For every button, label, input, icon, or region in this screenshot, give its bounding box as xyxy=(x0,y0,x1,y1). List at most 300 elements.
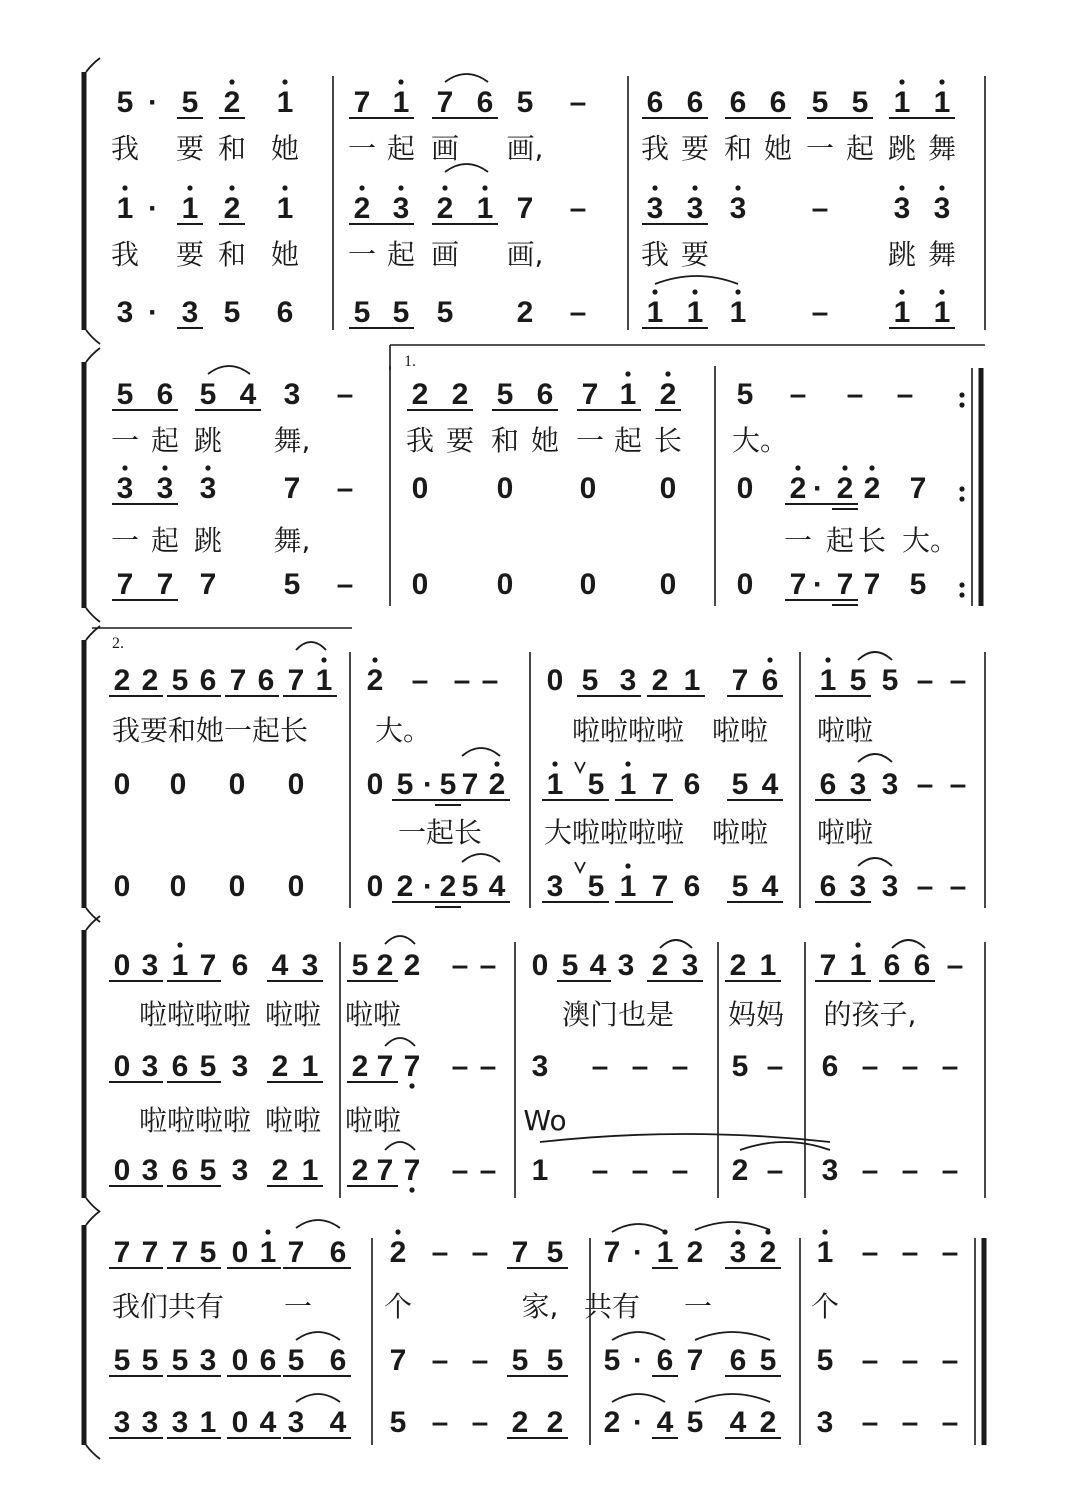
note: 7 xyxy=(116,568,134,601)
breath-mark xyxy=(575,762,585,772)
note: 5 xyxy=(731,1050,749,1083)
octave-dot xyxy=(409,1187,414,1192)
lyric: 啦啦 xyxy=(264,998,322,1031)
lyric: 的孩子, xyxy=(823,998,917,1031)
note: 0 xyxy=(411,568,429,601)
octave-dot xyxy=(665,371,670,376)
slur xyxy=(612,1394,665,1402)
note: 6 xyxy=(259,1344,277,1377)
note: 7 xyxy=(287,1236,305,1269)
volta-label: 1. xyxy=(404,353,416,370)
note: 5 xyxy=(816,1344,834,1377)
bracket-hook xyxy=(86,608,100,622)
note: 2 xyxy=(411,378,429,411)
note: 2 xyxy=(271,1050,289,1083)
dash: – xyxy=(949,768,967,801)
note: 0 xyxy=(736,472,754,505)
lyric: 和 xyxy=(217,238,247,271)
note: 6 xyxy=(171,1154,189,1187)
note: 1 xyxy=(276,192,294,225)
octave-dot xyxy=(177,942,182,947)
octave-dot xyxy=(735,1229,740,1234)
octave-dot xyxy=(625,371,630,376)
note: 2 xyxy=(436,192,454,225)
octave-dot xyxy=(162,465,167,470)
note: 3 xyxy=(231,1050,249,1083)
note: 2 xyxy=(651,664,669,697)
note: 0 xyxy=(579,568,597,601)
bracket-hook xyxy=(86,348,100,362)
lyric: 起 xyxy=(150,424,180,457)
lyric: 啦啦啦啦 xyxy=(138,1104,252,1137)
note: 7 xyxy=(376,1154,394,1187)
note: 0 xyxy=(113,949,131,982)
note: 5 xyxy=(116,378,134,411)
note: 5 xyxy=(199,1050,217,1083)
dash: – xyxy=(949,664,967,697)
octave-dot xyxy=(959,582,964,587)
dash: – xyxy=(671,1154,689,1187)
note: 6 xyxy=(329,1236,347,1269)
note: 6 xyxy=(819,870,837,903)
octave-dot xyxy=(625,863,630,868)
lyric: 啦啦啦啦 xyxy=(571,714,685,747)
lyric: 她 xyxy=(763,132,793,165)
octave-dot xyxy=(625,761,630,766)
slur xyxy=(462,748,500,756)
note: 7 xyxy=(389,1344,407,1377)
lyric: 我们共有 xyxy=(111,1290,225,1323)
note: 7 xyxy=(141,1236,159,1269)
note: 0 xyxy=(113,768,131,801)
note: 5 xyxy=(546,1344,564,1377)
slur xyxy=(208,366,250,374)
dash: – xyxy=(591,1050,609,1083)
note: 6 xyxy=(729,86,747,119)
note: 3 xyxy=(546,870,564,903)
note: 5 xyxy=(909,568,927,601)
note: 7 xyxy=(789,568,807,601)
note: 0 xyxy=(287,768,305,801)
note: 5 xyxy=(461,870,479,903)
note: 6 xyxy=(729,1344,747,1377)
note: 5 xyxy=(587,870,605,903)
volta-label: 2. xyxy=(112,635,124,652)
dash: – xyxy=(336,378,354,411)
note: 7 xyxy=(199,949,217,982)
slur xyxy=(858,858,892,866)
lyric: 起 xyxy=(386,132,416,165)
lyric: 啦啦 xyxy=(816,816,874,849)
note: 5 xyxy=(283,568,301,601)
lyric: 起 xyxy=(150,524,180,557)
dash: – xyxy=(471,1236,489,1269)
note: 0 xyxy=(546,664,564,697)
slur xyxy=(296,642,326,650)
dash: – xyxy=(946,949,964,982)
note: 4 xyxy=(259,1406,277,1439)
octave-dot xyxy=(899,185,904,190)
lyric: 我 xyxy=(640,238,670,271)
note: 5 xyxy=(811,86,829,119)
note: 2 xyxy=(729,949,747,982)
note: 1 xyxy=(686,296,704,329)
lyric: 长 xyxy=(857,524,887,557)
dash: – xyxy=(861,1154,879,1187)
dash: – xyxy=(431,1406,449,1439)
slur xyxy=(740,1142,830,1150)
dot-note: · xyxy=(423,870,433,903)
note: 7 xyxy=(287,664,305,697)
lyric: 啦啦 xyxy=(711,714,769,747)
octave-dot xyxy=(229,79,234,84)
dash: – xyxy=(941,1344,959,1377)
slur xyxy=(385,1038,415,1046)
dash: – xyxy=(569,296,587,329)
octave-dot xyxy=(372,657,377,662)
note: 3 xyxy=(231,1154,249,1187)
note: 2 xyxy=(223,192,241,225)
octave-dot xyxy=(652,185,657,190)
dash: – xyxy=(481,664,499,697)
lyric: 要 xyxy=(175,132,205,165)
note: 5 xyxy=(496,378,514,411)
dash: – xyxy=(431,1236,449,1269)
note: 5 xyxy=(199,1154,217,1187)
octave-dot xyxy=(265,1229,270,1234)
dash: – xyxy=(336,472,354,505)
note: 0 xyxy=(579,472,597,505)
note: 7 xyxy=(516,192,534,225)
note: 6 xyxy=(686,86,704,119)
lyric: 起 xyxy=(825,524,855,557)
note: 6 xyxy=(761,664,779,697)
note: 3 xyxy=(287,1406,305,1439)
lyric: 起 xyxy=(386,238,416,271)
note: 5 xyxy=(436,296,454,329)
lyric: 一 xyxy=(805,132,835,165)
octave-dot xyxy=(959,496,964,501)
lyric: 一 xyxy=(575,424,605,457)
note: 7 xyxy=(436,86,454,119)
lyric: 长 xyxy=(653,424,683,457)
slur xyxy=(296,1220,340,1228)
slur xyxy=(660,940,692,948)
note: 3 xyxy=(617,949,635,982)
octave-dot xyxy=(229,185,234,190)
note: 5 xyxy=(516,86,534,119)
note: 2 xyxy=(141,664,159,697)
note: 3 xyxy=(181,296,199,329)
note: 7 xyxy=(229,664,247,697)
note: 1 xyxy=(619,768,637,801)
note: 7 xyxy=(651,768,669,801)
lyric: 她 xyxy=(270,132,300,165)
note: 2 xyxy=(113,664,131,697)
octave-dot xyxy=(899,289,904,294)
note: 2 xyxy=(353,192,371,225)
note: 1 xyxy=(819,664,837,697)
octave-dot xyxy=(398,79,403,84)
slur xyxy=(655,276,738,284)
dash: – xyxy=(941,1050,959,1083)
note: 1 xyxy=(729,296,747,329)
octave-dot xyxy=(552,761,557,766)
note: 1 xyxy=(893,296,911,329)
slur xyxy=(385,1142,415,1150)
note: 2 xyxy=(376,949,394,982)
note: 7 xyxy=(819,949,837,982)
lyric: 我 xyxy=(405,424,435,457)
bracket-hook xyxy=(86,330,100,344)
slur xyxy=(858,754,892,762)
lyric: 个 xyxy=(383,1290,413,1323)
note: 3 xyxy=(116,296,134,329)
octave-dot xyxy=(899,79,904,84)
note: 1 xyxy=(171,949,189,982)
note: 5 xyxy=(116,86,134,119)
octave-dot xyxy=(122,185,127,190)
octave-dot xyxy=(939,79,944,84)
note: 3 xyxy=(141,1050,159,1083)
dot-note: · xyxy=(813,568,823,601)
note: 6 xyxy=(156,378,174,411)
lyric: 一 xyxy=(110,524,140,557)
lyric: 澳门也是 xyxy=(561,998,675,1031)
lyric: 跳 xyxy=(887,132,917,165)
note: 6 xyxy=(683,870,701,903)
note: 3 xyxy=(849,870,867,903)
note: 0 xyxy=(231,1406,249,1439)
note: 2 xyxy=(366,664,384,697)
lyric: 一 xyxy=(347,132,377,165)
slur xyxy=(892,940,925,948)
note: 5 xyxy=(389,1406,407,1439)
octave-dot xyxy=(959,592,964,597)
lyric: Wo xyxy=(523,1104,567,1137)
note: 1 xyxy=(619,378,637,411)
dash: – xyxy=(789,378,807,411)
note: 7 xyxy=(863,568,881,601)
lyric: 啦啦 xyxy=(264,1104,322,1137)
note: 0 xyxy=(659,472,677,505)
note: 5 xyxy=(546,1236,564,1269)
lyric: 我 xyxy=(110,132,140,165)
note: 5 xyxy=(199,1236,217,1269)
note: 7 xyxy=(199,568,217,601)
note: 3 xyxy=(681,949,699,982)
lyric: 起 xyxy=(845,132,875,165)
lyric: 和 xyxy=(490,424,520,457)
dash: – xyxy=(941,1406,959,1439)
dash: – xyxy=(411,664,429,697)
note: 2 xyxy=(863,472,881,505)
octave-dot xyxy=(205,465,210,470)
octave-dot xyxy=(494,761,499,766)
note: 7 xyxy=(836,568,854,601)
octave-dot xyxy=(959,486,964,491)
note: 7 xyxy=(113,1236,131,1269)
slur xyxy=(695,1332,770,1340)
lyric: 一起长 xyxy=(397,816,483,849)
lyric: 共有 xyxy=(583,1290,641,1323)
note: 0 xyxy=(231,1236,249,1269)
dash: – xyxy=(431,1344,449,1377)
note: 7 xyxy=(156,568,174,601)
octave-dot xyxy=(842,465,847,470)
octave-dot xyxy=(795,465,800,470)
lyric: 一 xyxy=(110,424,140,457)
note: 0 xyxy=(496,472,514,505)
note: 1 xyxy=(531,1154,549,1187)
octave-dot xyxy=(398,185,403,190)
octave-dot xyxy=(825,657,830,662)
dot-note: · xyxy=(148,296,158,329)
lyric: 舞 xyxy=(927,132,957,165)
note: 7 xyxy=(171,1236,189,1269)
note: 4 xyxy=(271,949,289,982)
dot-note: · xyxy=(148,192,158,225)
note: 6 xyxy=(329,1344,347,1377)
note: 2 xyxy=(351,1050,369,1083)
note: 3 xyxy=(141,949,159,982)
note: 4 xyxy=(729,1406,747,1439)
note: 5 xyxy=(287,1344,305,1377)
note: 1 xyxy=(683,664,701,697)
lyric: 舞, xyxy=(273,524,311,557)
note: 0 xyxy=(531,949,549,982)
note: 0 xyxy=(113,1050,131,1083)
octave-dot xyxy=(692,185,697,190)
lyric: 舞, xyxy=(273,424,311,457)
dash: – xyxy=(811,296,829,329)
dash: – xyxy=(896,378,914,411)
octave-dot xyxy=(692,289,697,294)
note: 3 xyxy=(619,664,637,697)
note: 5 xyxy=(603,1344,621,1377)
lyric: 要 xyxy=(175,238,205,271)
note: 0 xyxy=(228,768,246,801)
note: 1 xyxy=(116,192,134,225)
lyric: 一 xyxy=(347,238,377,271)
note: 3 xyxy=(199,1344,217,1377)
note: 6 xyxy=(231,949,249,982)
note: 0 xyxy=(287,870,305,903)
note: 5 xyxy=(223,296,241,329)
note: 2 xyxy=(451,378,469,411)
lyric: 她 xyxy=(270,238,300,271)
note: 3 xyxy=(116,472,134,505)
note: 1 xyxy=(259,1236,277,1269)
note: 5 xyxy=(351,949,369,982)
slur xyxy=(445,164,488,172)
lyric: 跳 xyxy=(193,424,223,457)
note: 1 xyxy=(816,1236,834,1269)
dash: – xyxy=(479,1154,497,1187)
dash: – xyxy=(453,664,471,697)
note: 2 xyxy=(759,1236,777,1269)
dash: – xyxy=(861,1236,879,1269)
note: 3 xyxy=(283,378,301,411)
note: 0 xyxy=(169,768,187,801)
note: 3 xyxy=(816,1406,834,1439)
dash: – xyxy=(861,1050,879,1083)
bracket-hook xyxy=(86,58,100,72)
dash: – xyxy=(846,378,864,411)
slur xyxy=(858,652,892,660)
note: 3 xyxy=(301,949,319,982)
dash: – xyxy=(631,1154,649,1187)
note: 1 xyxy=(301,1050,319,1083)
note: 4 xyxy=(761,870,779,903)
lyric: 画 xyxy=(430,132,460,165)
dash: – xyxy=(916,870,934,903)
note: 1 xyxy=(656,1236,674,1269)
lyric: 个 xyxy=(810,1290,840,1323)
note: 4 xyxy=(656,1406,674,1439)
note: 2 xyxy=(651,949,669,982)
dash: – xyxy=(941,1236,959,1269)
note: 7 xyxy=(511,1236,529,1269)
lyric: 跳 xyxy=(193,524,223,557)
note: 4 xyxy=(589,949,607,982)
lyric: 啦啦 xyxy=(711,816,769,849)
slur xyxy=(296,1394,340,1402)
note: 6 xyxy=(476,86,494,119)
lyric: 一 xyxy=(683,1290,713,1323)
breath-mark xyxy=(575,862,585,872)
dash: – xyxy=(949,870,967,903)
note: 5 xyxy=(199,378,217,411)
note: 3 xyxy=(686,192,704,225)
lyric: 画 xyxy=(430,238,460,271)
octave-dot xyxy=(187,185,192,190)
note: 5 xyxy=(396,768,414,801)
note: 7 xyxy=(353,86,371,119)
note: 1 xyxy=(933,296,951,329)
dot-note: · xyxy=(813,472,823,505)
slur xyxy=(540,1134,830,1142)
dash: – xyxy=(569,192,587,225)
octave-dot xyxy=(652,289,657,294)
note: 4 xyxy=(761,768,779,801)
note: 7 xyxy=(283,472,301,505)
note: 0 xyxy=(366,768,384,801)
note: 2 xyxy=(759,1406,777,1439)
octave-dot xyxy=(959,402,964,407)
lyric: 家, xyxy=(521,1290,559,1323)
note: 1 xyxy=(199,1406,217,1439)
note: 3 xyxy=(156,472,174,505)
octave-dot xyxy=(869,465,874,470)
note: 5 xyxy=(849,664,867,697)
dash: – xyxy=(901,1406,919,1439)
slur xyxy=(695,1394,770,1402)
note: 5 xyxy=(181,86,199,119)
note: 3 xyxy=(531,1050,549,1083)
note: 2 xyxy=(396,870,414,903)
octave-dot xyxy=(442,185,447,190)
dash: – xyxy=(591,1154,609,1187)
note: 0 xyxy=(411,472,429,505)
dot-note: · xyxy=(633,1406,643,1439)
dash: – xyxy=(479,1050,497,1083)
note: 0 xyxy=(231,1344,249,1377)
octave-dot xyxy=(359,185,364,190)
dash: – xyxy=(861,1344,879,1377)
lyric: 和 xyxy=(217,132,247,165)
note: 2 xyxy=(223,86,241,119)
